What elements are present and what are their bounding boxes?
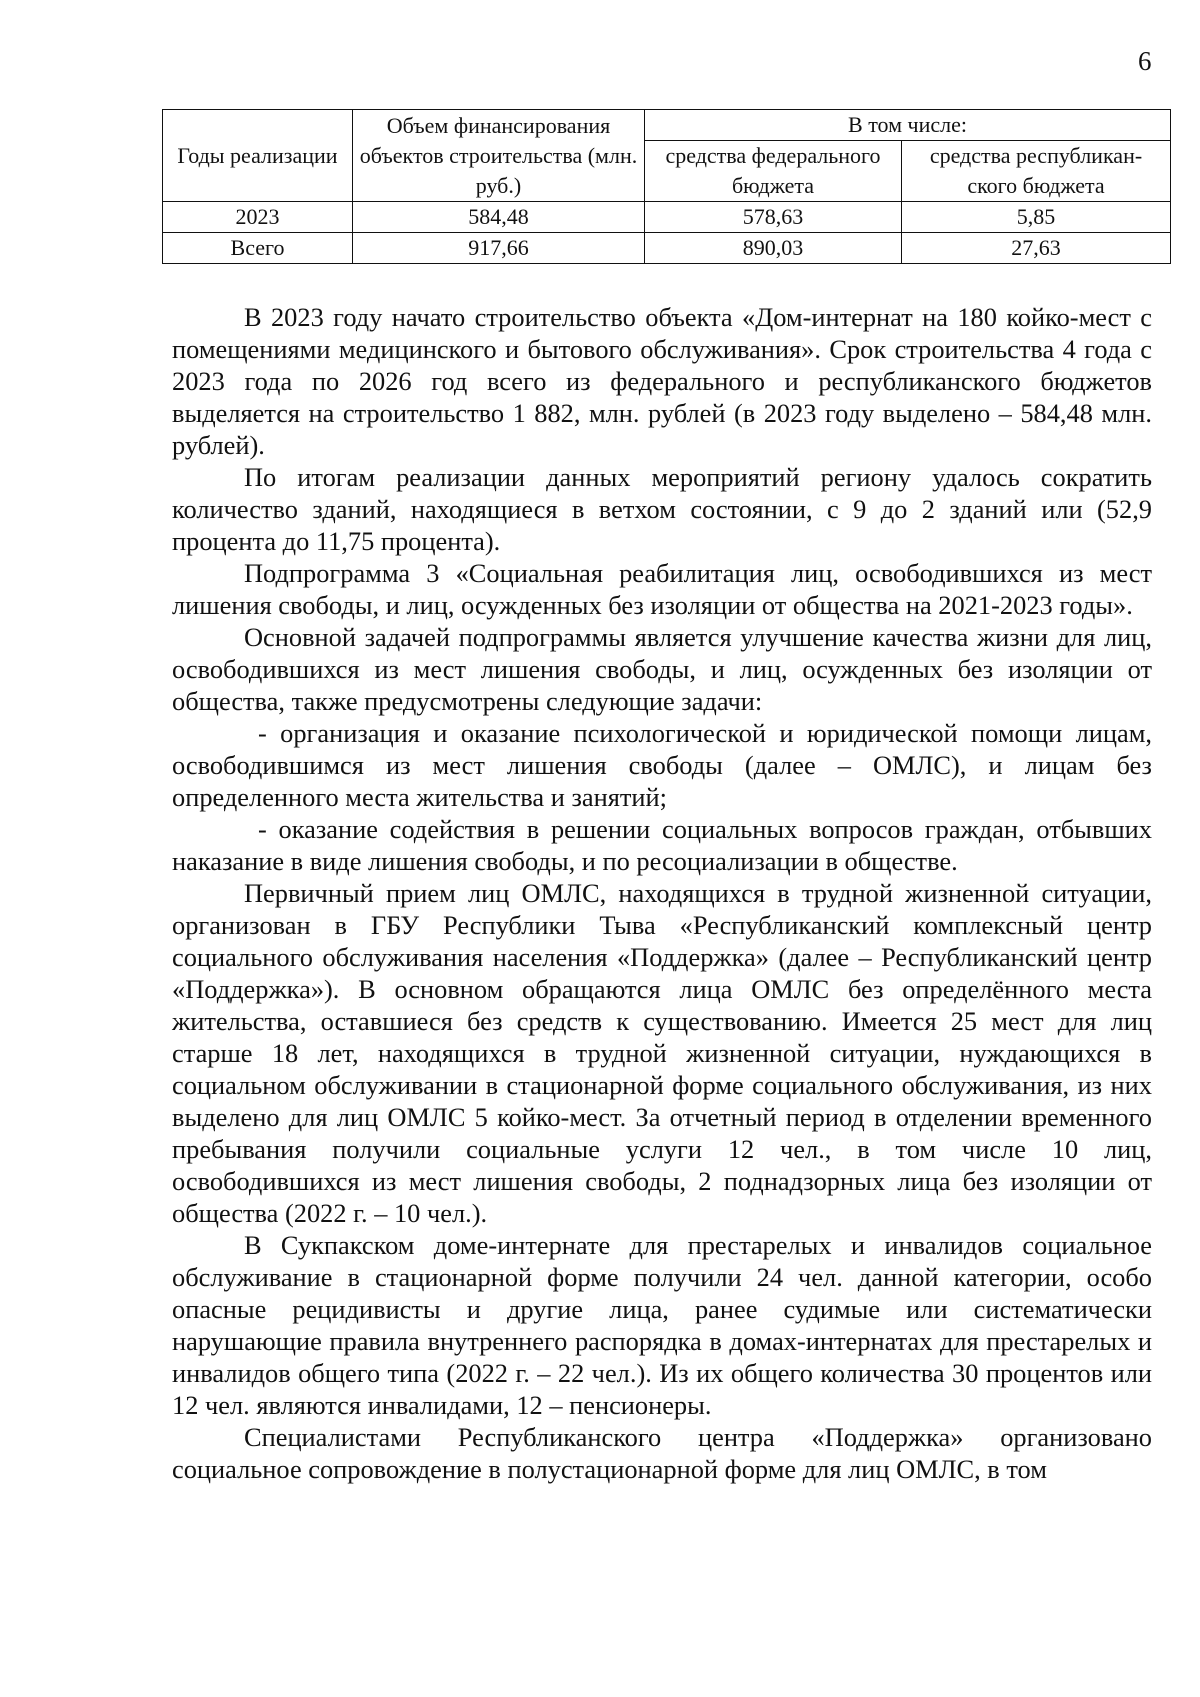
paragraph: Основной задачей подпрограммы является улучшение качества жизни для лиц, освободившихся из мест лишения свободы, и лиц, осужденных без изоляции от общества, также предусмотрены следующие задачи: [172,622,1152,716]
paragraph: В Сукпакском доме-интернате для престарелых и инвалидов социальное обслуживание в стационарной форме получили 24 чел. данной категории, особо опасные рецидивисты и другие лица, ранее судимые или систематически нарушающие правила внутреннего распорядка в домах-интернатах для престарелых и инвалидов общего типа (2022 г. – 22 чел.). Из их общего количества 30 процентов или 12 чел. являются инвалидами, 12 – пенсионеры. [172,1230,1152,1420]
financing-table [162,109,1171,264]
list-item: - организация и оказание психологической и юридической помощи лицам, освободившимся из мест лишения свободы (далее – ОМЛС), и лицам без определенного места жительства и занятий; [172,718,1152,812]
header-volume: Объем финансирования объектов строительства (млн. руб.) [353,110,645,202]
paragraph: В 2023 году начато строительство объекта «Дом-интернат на 180 койко-мест с помещениями медицинского и бытового обслуживания». Срок строительства 4 года с 2023 года по 2026 год всего из федерального и республиканского бюджетов выделяется на строительство 1 882, млн. рублей (в 2023 году выделено – 584,48 млн. рублей). [172,302,1152,460]
cell-republic: 27,63 [902,233,1171,264]
paragraph: Специалистами Республиканского центра «Поддержка» организовано социальное сопровождение в полустационарной форме для лиц ОМЛС, в том [172,1422,1152,1484]
page-number: 6 [1138,46,1152,76]
document-body [172,301,1152,1485]
paragraph: Первичный прием лиц ОМЛС, находящихся в трудной жизненной ситуации, организован в ГБУ Республики Тыва «Республиканский комплексный центр социального обслуживания населения «Поддержка» (далее – Республиканский центр «Поддержка»). В основном обращаются лица ОМЛС без определённого места жительства, оставшиеся без средств к существованию. Имеется 25 мест для лиц старше 18 лет, находящихся в трудной жизненной ситуации, нуждающихся в социальном обслуживании в стационарной форме социального обслуживания, из них выделено для лиц ОМЛС 5 койко-мест. За отчетный период в отделении временного пребывания получили социальные услуги 12 чел., в том числе 10 лиц, освободившихся из мест лишения свободы, 2 поднадзорных лица без изоляции от общества (2022 г. – 10 чел.). [172,878,1152,1228]
cell-volume: 917,66 [353,233,645,264]
cell-federal: 578,63 [645,202,902,233]
cell-year: Всего [163,233,353,264]
header-including: В том числе: [645,110,1171,141]
paragraph: Подпрограмма 3 «Социальная реабилитация лиц, освободившихся из мест лишения свободы, и лиц, осужденных без изоляции от общества на 2021-2023 годы». [172,558,1152,620]
cell-republic: 5,85 [902,202,1171,233]
cell-year: 2023 [163,202,353,233]
header-republic: средства республикан-ского бюджета [902,141,1171,202]
header-years: Годы реализации [163,110,353,202]
table-header-row [163,110,1171,141]
table-row [163,233,1171,264]
cell-federal: 890,03 [645,233,902,264]
table-row [163,202,1171,233]
list-item: - оказание содействия в решении социальных вопросов граждан, отбывших наказание в виде лишения свободы, и по ресоциализации в обществе. [172,814,1152,876]
header-federal: средства федерального бюджета [645,141,902,202]
paragraph: По итогам реализации данных мероприятий региону удалось сократить количество зданий, находящиеся в ветхом состоянии, с 9 до 2 зданий или (52,9 процента до 11,75 процента). [172,462,1152,556]
cell-volume: 584,48 [353,202,645,233]
